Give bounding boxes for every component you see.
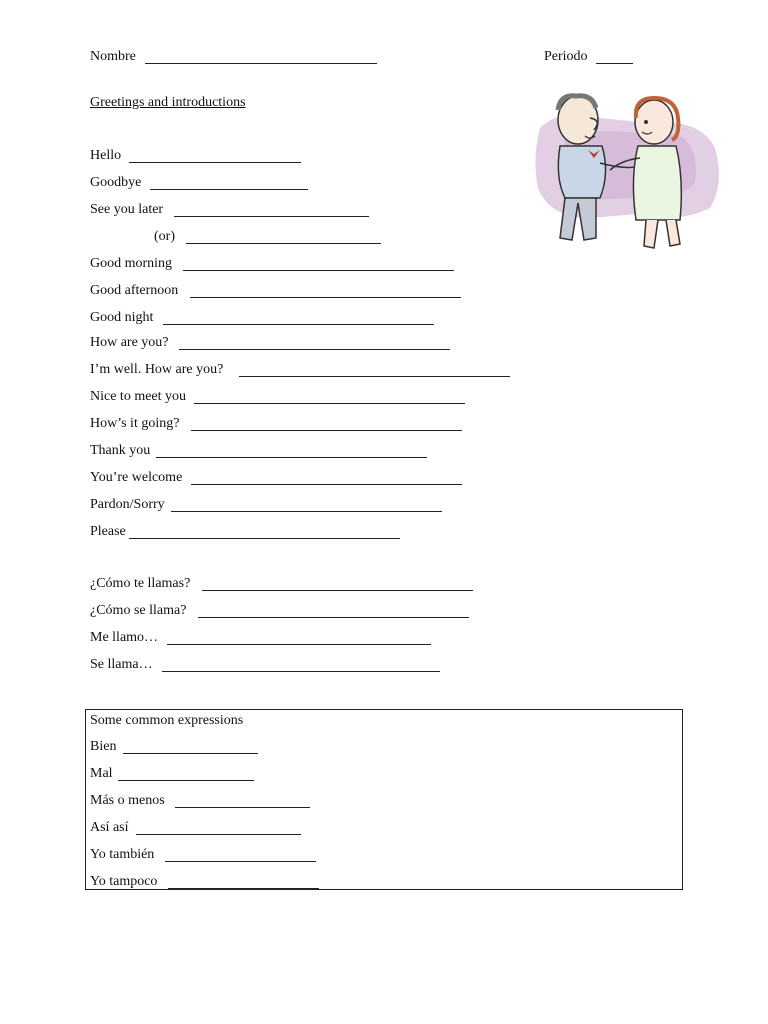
expression-label: Bien bbox=[90, 739, 117, 754]
phrase-label: How are you? bbox=[90, 335, 169, 350]
expression-label: Yo tampoco bbox=[90, 874, 158, 889]
question-blank[interactable] bbox=[198, 617, 469, 618]
question-label: Me llamo… bbox=[90, 630, 159, 645]
phrase-label: Good night bbox=[90, 310, 154, 325]
phrase-label: Nice to meet you bbox=[90, 389, 187, 404]
question-blank[interactable] bbox=[162, 671, 440, 672]
phrase-blank[interactable] bbox=[129, 538, 400, 539]
phrase-blank[interactable] bbox=[191, 484, 462, 485]
expression-blank[interactable] bbox=[136, 834, 301, 835]
expression-blank[interactable] bbox=[168, 888, 319, 889]
phrase-label: See you later bbox=[90, 202, 164, 217]
period-label: Periodo bbox=[544, 49, 588, 64]
greeting-people-clipart-icon bbox=[530, 88, 726, 258]
phrase-blank[interactable] bbox=[129, 162, 301, 163]
phrase-blank[interactable] bbox=[190, 297, 461, 298]
expression-blank[interactable] bbox=[165, 861, 316, 862]
phrase-label: Pardon/Sorry bbox=[90, 497, 165, 512]
phrase-label: Good afternoon bbox=[90, 283, 179, 298]
name-label: Nombre bbox=[90, 49, 136, 64]
expression-label: Mal bbox=[90, 766, 113, 781]
phrase-blank[interactable] bbox=[194, 403, 465, 404]
phrase-blank[interactable] bbox=[179, 349, 450, 350]
phrase-blank[interactable] bbox=[191, 430, 462, 431]
phrase-label: Thank you bbox=[90, 443, 151, 458]
expression-blank[interactable] bbox=[123, 753, 258, 754]
question-label: Se llama… bbox=[90, 657, 153, 672]
common-expressions-box bbox=[85, 709, 683, 890]
phrase-label: I’m well. How are you? bbox=[90, 362, 224, 377]
question-label: ¿Cómo te llamas? bbox=[90, 576, 191, 591]
phrase-label: How’s it going? bbox=[90, 416, 180, 431]
phrase-blank[interactable] bbox=[183, 270, 454, 271]
expression-blank[interactable] bbox=[118, 780, 254, 781]
question-label: ¿Cómo se llama? bbox=[90, 603, 187, 618]
phrase-label: Hello bbox=[90, 148, 122, 163]
phrase-blank[interactable] bbox=[150, 189, 308, 190]
expression-label: Yo también bbox=[90, 847, 155, 862]
section-title: Greetings and introductions bbox=[90, 95, 246, 110]
phrase-label: Good morning bbox=[90, 256, 173, 271]
phrase-label: (or) bbox=[154, 229, 175, 244]
question-blank[interactable] bbox=[202, 590, 473, 591]
question-blank[interactable] bbox=[167, 644, 431, 645]
expression-label: Más o menos bbox=[90, 793, 165, 808]
phrase-blank[interactable] bbox=[163, 324, 434, 325]
phrase-label: Please bbox=[90, 524, 126, 539]
phrase-blank[interactable] bbox=[171, 511, 442, 512]
period-blank[interactable] bbox=[596, 63, 633, 64]
phrase-blank[interactable] bbox=[239, 376, 510, 377]
expression-label: Así así bbox=[90, 820, 129, 835]
common-expressions-title: Some common expressions bbox=[90, 713, 244, 728]
phrase-label: You’re welcome bbox=[90, 470, 183, 485]
phrase-blank[interactable] bbox=[186, 243, 381, 244]
phrase-label: Goodbye bbox=[90, 175, 142, 190]
name-blank[interactable] bbox=[145, 63, 377, 64]
phrase-blank[interactable] bbox=[174, 216, 369, 217]
expression-blank[interactable] bbox=[175, 807, 310, 808]
phrase-blank[interactable] bbox=[156, 457, 427, 458]
